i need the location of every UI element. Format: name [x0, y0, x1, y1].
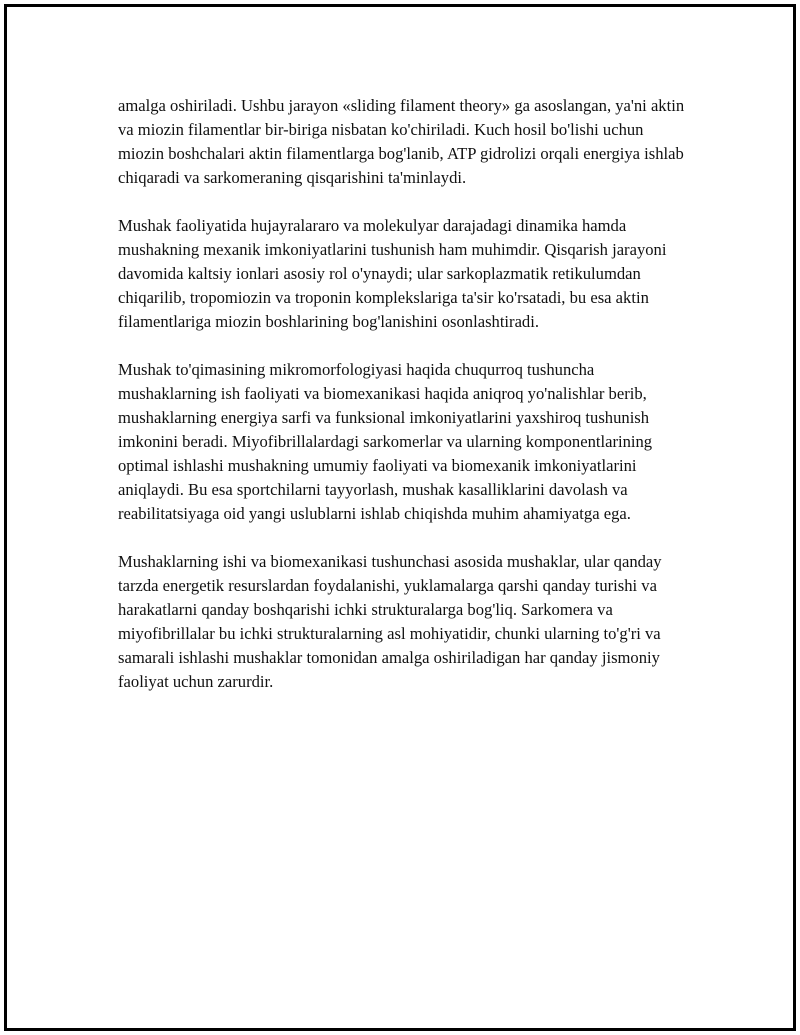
document-body	[118, 94, 693, 718]
paragraph-3: Mushak to'qimasining mikromorfologiyasi haqida chuqurroq tushuncha mushaklarning ish faoliyati va biomexanikasi haqida aniqroq yo'nalishlar berib, mushaklarning energiya sarfi va funksional imkoniyatlarini yaxshiroq tushunish imkonini beradi. Miyofibrillalardagi sarkomerlar va ularning komponentlarining optimal ishlashi mushakning umumiy faoliyati va biomexanik imkoniyatlarini aniqlaydi. Bu esa sportchilarni tayyorlash, mushak kasalliklarini davolash va reabilitatsiyaga oid yangi uslublarni ishlab chiqishda muhim ahamiyatga ega.	[118, 360, 653, 523]
paragraph-4: Mushaklarning ishi va biomexanikasi tushunchasi asosida mushaklar, ular qanday tarzda energetik resurslardan foydalanishi, yuklamalarga qarshi qanday turishi va harakatlarni qanday boshqarishi ichki strukturalarga bog'liq. Sarkomera va miyofibrillalar bu ichki strukturalarning asl mohiyatidir, chunki ularning to'g'ri va samarali ishlashi mushaklar tomonidan amalga oshiriladigan har qanday jismoniy faoliyat uchun zarurdir.	[118, 552, 662, 691]
paragraph-1: amalga oshiriladi. Ushbu jarayon «sliding filament theory» ga asoslangan, ya'ni aktin va miozin filamentlar bir-biriga nisbatan ko'chiriladi. Kuch hosil bo'lishi uchun miozin boshchalari aktin filamentlarga bog'lanib, ATP gidrolizi orqali energiya ishlab chiqaradi va sarkomeraning qisqarishini ta'minlaydi.	[118, 96, 685, 187]
paragraph-2: Mushak faoliyatida hujayralararo va molekulyar darajadagi dinamika hamda mushakning mexanik imkoniyatlarini tushunish ham muhimdir. Qisqarish jarayoni davomida kaltsiy ionlari asosiy rol o'ynaydi; ular sarkoplazmatik retikulumdan chiqarilib, tropomiozin va troponin komplekslariga ta'sir ko'rsatadi, bu esa aktin filamentlariga miozin boshlarining bog'lanishini osonlashtiradi.	[118, 216, 667, 331]
